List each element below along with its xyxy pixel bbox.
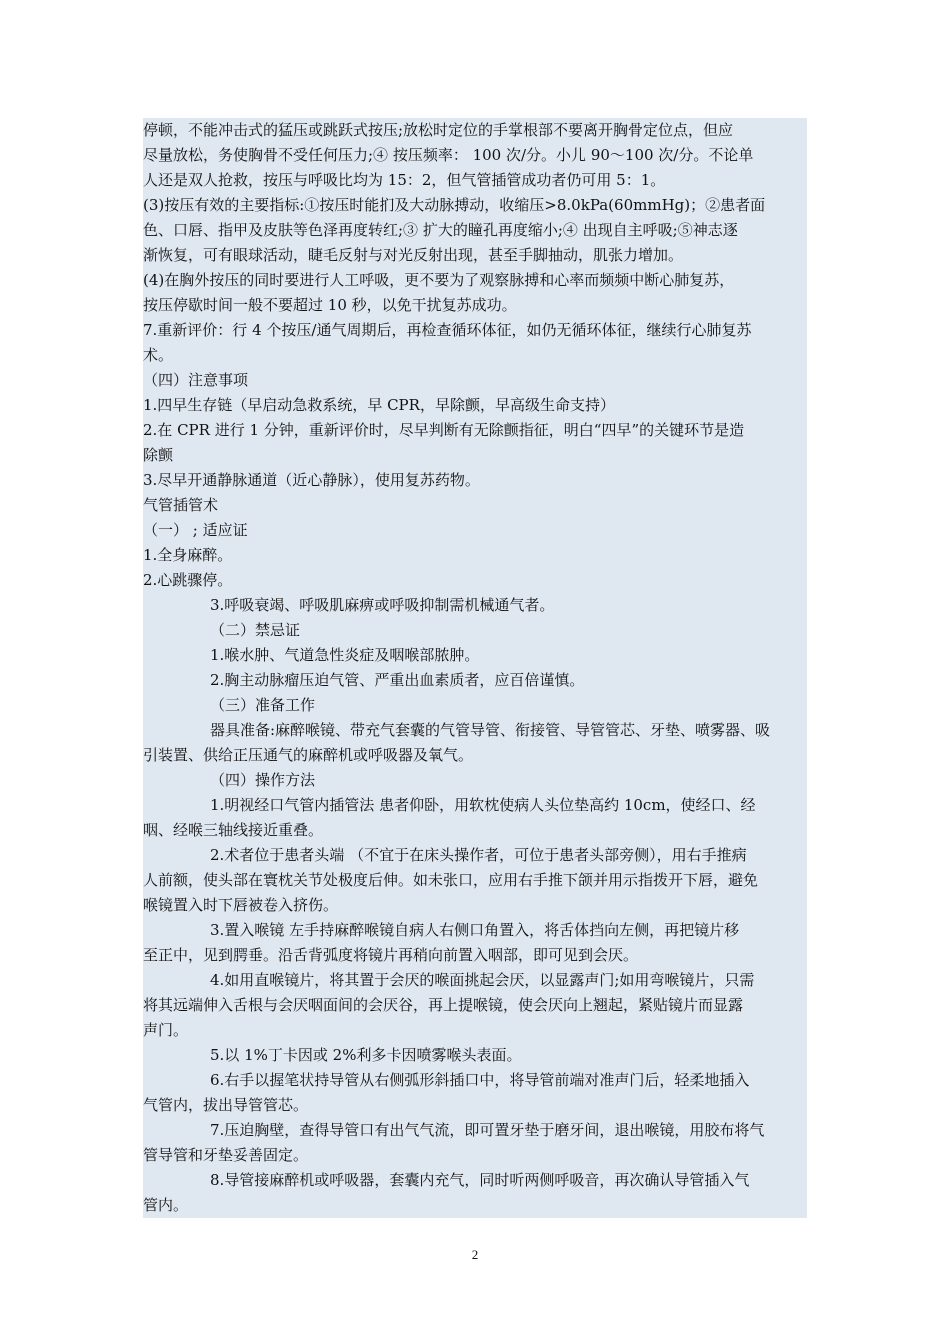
paragraph-line: 按压停歇时间一般不要超过 10 秒，以免干扰复苏成功。 <box>143 296 517 314</box>
paragraph-line: 器具准备:麻醉喉镜、带充气套囊的气管导管、衔接管、导管管芯、牙垫、喷雾器、吸 <box>210 721 771 739</box>
paragraph-line: 渐恢复，可有眼球活动，睫毛反射与对光反射出现，甚至手脚抽动，肌张力增加。 <box>143 246 684 264</box>
section-heading: （四）注意事项 <box>143 371 249 389</box>
paragraph-line: 2.胸主动脉瘤压迫气管、严重出血素质者，应百倍谨慎。 <box>210 671 585 689</box>
paragraph-line: 停顿，不能冲击式的猛压或跳跃式按压;放松时定位的手掌根部不要离开胸骨定位点，但应 <box>143 121 734 139</box>
paragraph-line: 术。 <box>143 346 174 364</box>
paragraph-line: 引装置、供给正压通气的麻醉机或呼吸器及氧气。 <box>143 746 474 764</box>
paragraph-line: 3.呼吸衰竭、呼吸肌麻痹或呼吸抑制需机械通气者。 <box>210 596 555 614</box>
paragraph-line: 4.如用直喉镜片，将其置于会厌的喉面挑起会厌，以显露声门;如用弯喉镜片，只需 <box>210 971 755 989</box>
section-heading: （二）禁忌证 <box>210 621 301 639</box>
paragraph-line: 至正中，见到腭垂。沿舌背弧度将镜片再稍向前置入咽部，即可见到会厌。 <box>143 946 639 964</box>
section-heading: （一） ; 适应证 <box>143 521 248 539</box>
paragraph-line: 6.右手以握笔状持导管从右侧弧形斜插口中，将导管前端对准声门后，轻柔地插入 <box>210 1071 750 1089</box>
paragraph-line: 除颤 <box>143 446 174 464</box>
page-number: 2 <box>471 1247 479 1262</box>
paragraph-line: 喉镜置入时下唇被卷入挤伤。 <box>143 896 339 914</box>
paragraph-line: 尽量放松，务使胸骨不受任何压力;④ 按压频率： 100 次/分。小儿 90～100 次/分。不论单 <box>143 146 754 164</box>
paragraph-line: 人前额，使头部在寰枕关节处极度后伸。如未张口，应用右手推下颌并用示指拨开下唇，避免 <box>143 871 759 889</box>
paragraph-line: 将其远端伸入舌根与会厌咽面间的会厌谷，再上提喉镜，使会厌向上翘起，紧贴镜片而显露 <box>143 996 744 1014</box>
paragraph-line: 7.压迫胸壁，查得导管口有出气气流，即可置牙垫于磨牙间，退出喉镜，用胶布将气 <box>210 1121 765 1139</box>
paragraph-line: 管内。 <box>143 1196 189 1214</box>
paragraph-line: 气管内，拔出导管管芯。 <box>143 1096 309 1114</box>
paragraph-line: 7.重新评价：行 4 个按压/通气周期后，再检查循环体征，如仍无循环体征，继续行心肺复苏 <box>143 321 752 339</box>
text-body <box>143 118 807 1218</box>
paragraph-line: 管导管和牙垫妥善固定。 <box>143 1146 309 1164</box>
paragraph-line: 1.明视经口气管内插管法 患者仰卧，用软枕使病人头位垫高约 10cm，使经口、经 <box>210 796 756 814</box>
paragraph-line: 咽、经喉三轴线接近重叠。 <box>143 821 324 839</box>
paragraph-line: 1.全身麻醉。 <box>143 546 233 564</box>
paragraph-line: (4)在胸外按压的同时要进行人工呼吸，更不要为了观察脉搏和心率而频频中断心肺复苏， <box>143 271 735 289</box>
paragraph-line: 2.在 CPR 进行 1 分钟，重新评价时，尽早判断有无除颤指征，明白“四早”的关键环节是造 <box>143 421 745 439</box>
paragraph-line: 色、口唇、指甲及皮肤等色泽再度转红;③ 扩大的瞳孔再度缩小;④ 出现自主呼吸;⑤神志逐 <box>143 221 738 239</box>
paragraph-line: 人还是双人抢救，按压与呼吸比均为 15：2，但气管插管成功者仍可用 5：1。 <box>143 171 666 189</box>
section-title: 气管插管术 <box>143 496 219 514</box>
paragraph-line: 1.四早生存链（早启动急救系统，早 CPR，早除颤，早高级生命支持） <box>143 396 615 414</box>
paragraph-line: 5.以 1%丁卡因或 2%利多卡因喷雾喉头表面。 <box>210 1046 522 1064</box>
paragraph-line: 3.尽早开通静脉通道（近心静脉），使用复苏药物。 <box>143 471 480 489</box>
paragraph-line: 3.置入喉镜 左手持麻醉喉镜自病人右侧口角置入，将舌体挡向左侧，再把镜片移 <box>210 921 740 939</box>
paragraph-line: 1.喉水肿、气道急性炎症及咽喉部脓肿。 <box>210 646 480 664</box>
section-heading: （三）准备工作 <box>210 696 316 714</box>
section-heading: （四）操作方法 <box>210 771 316 789</box>
paragraph-line: 8.导管接麻醉机或呼吸器，套囊内充气，同时听两侧呼吸音，再次确认导管插入气 <box>210 1171 750 1189</box>
paragraph-line: 2.心跳骤停。 <box>143 571 233 589</box>
paragraph-line: 声门。 <box>143 1021 189 1039</box>
paragraph-line: (3)按压有效的主要指标:①按压时能扪及大动脉搏动，收缩压>8.0kPa(60mmHg)；②患者面 <box>143 196 766 214</box>
paragraph-line: 2.术者位于患者头端 （不宜于在床头操作者，可位于患者头部旁侧），用右手推病 <box>210 846 747 864</box>
